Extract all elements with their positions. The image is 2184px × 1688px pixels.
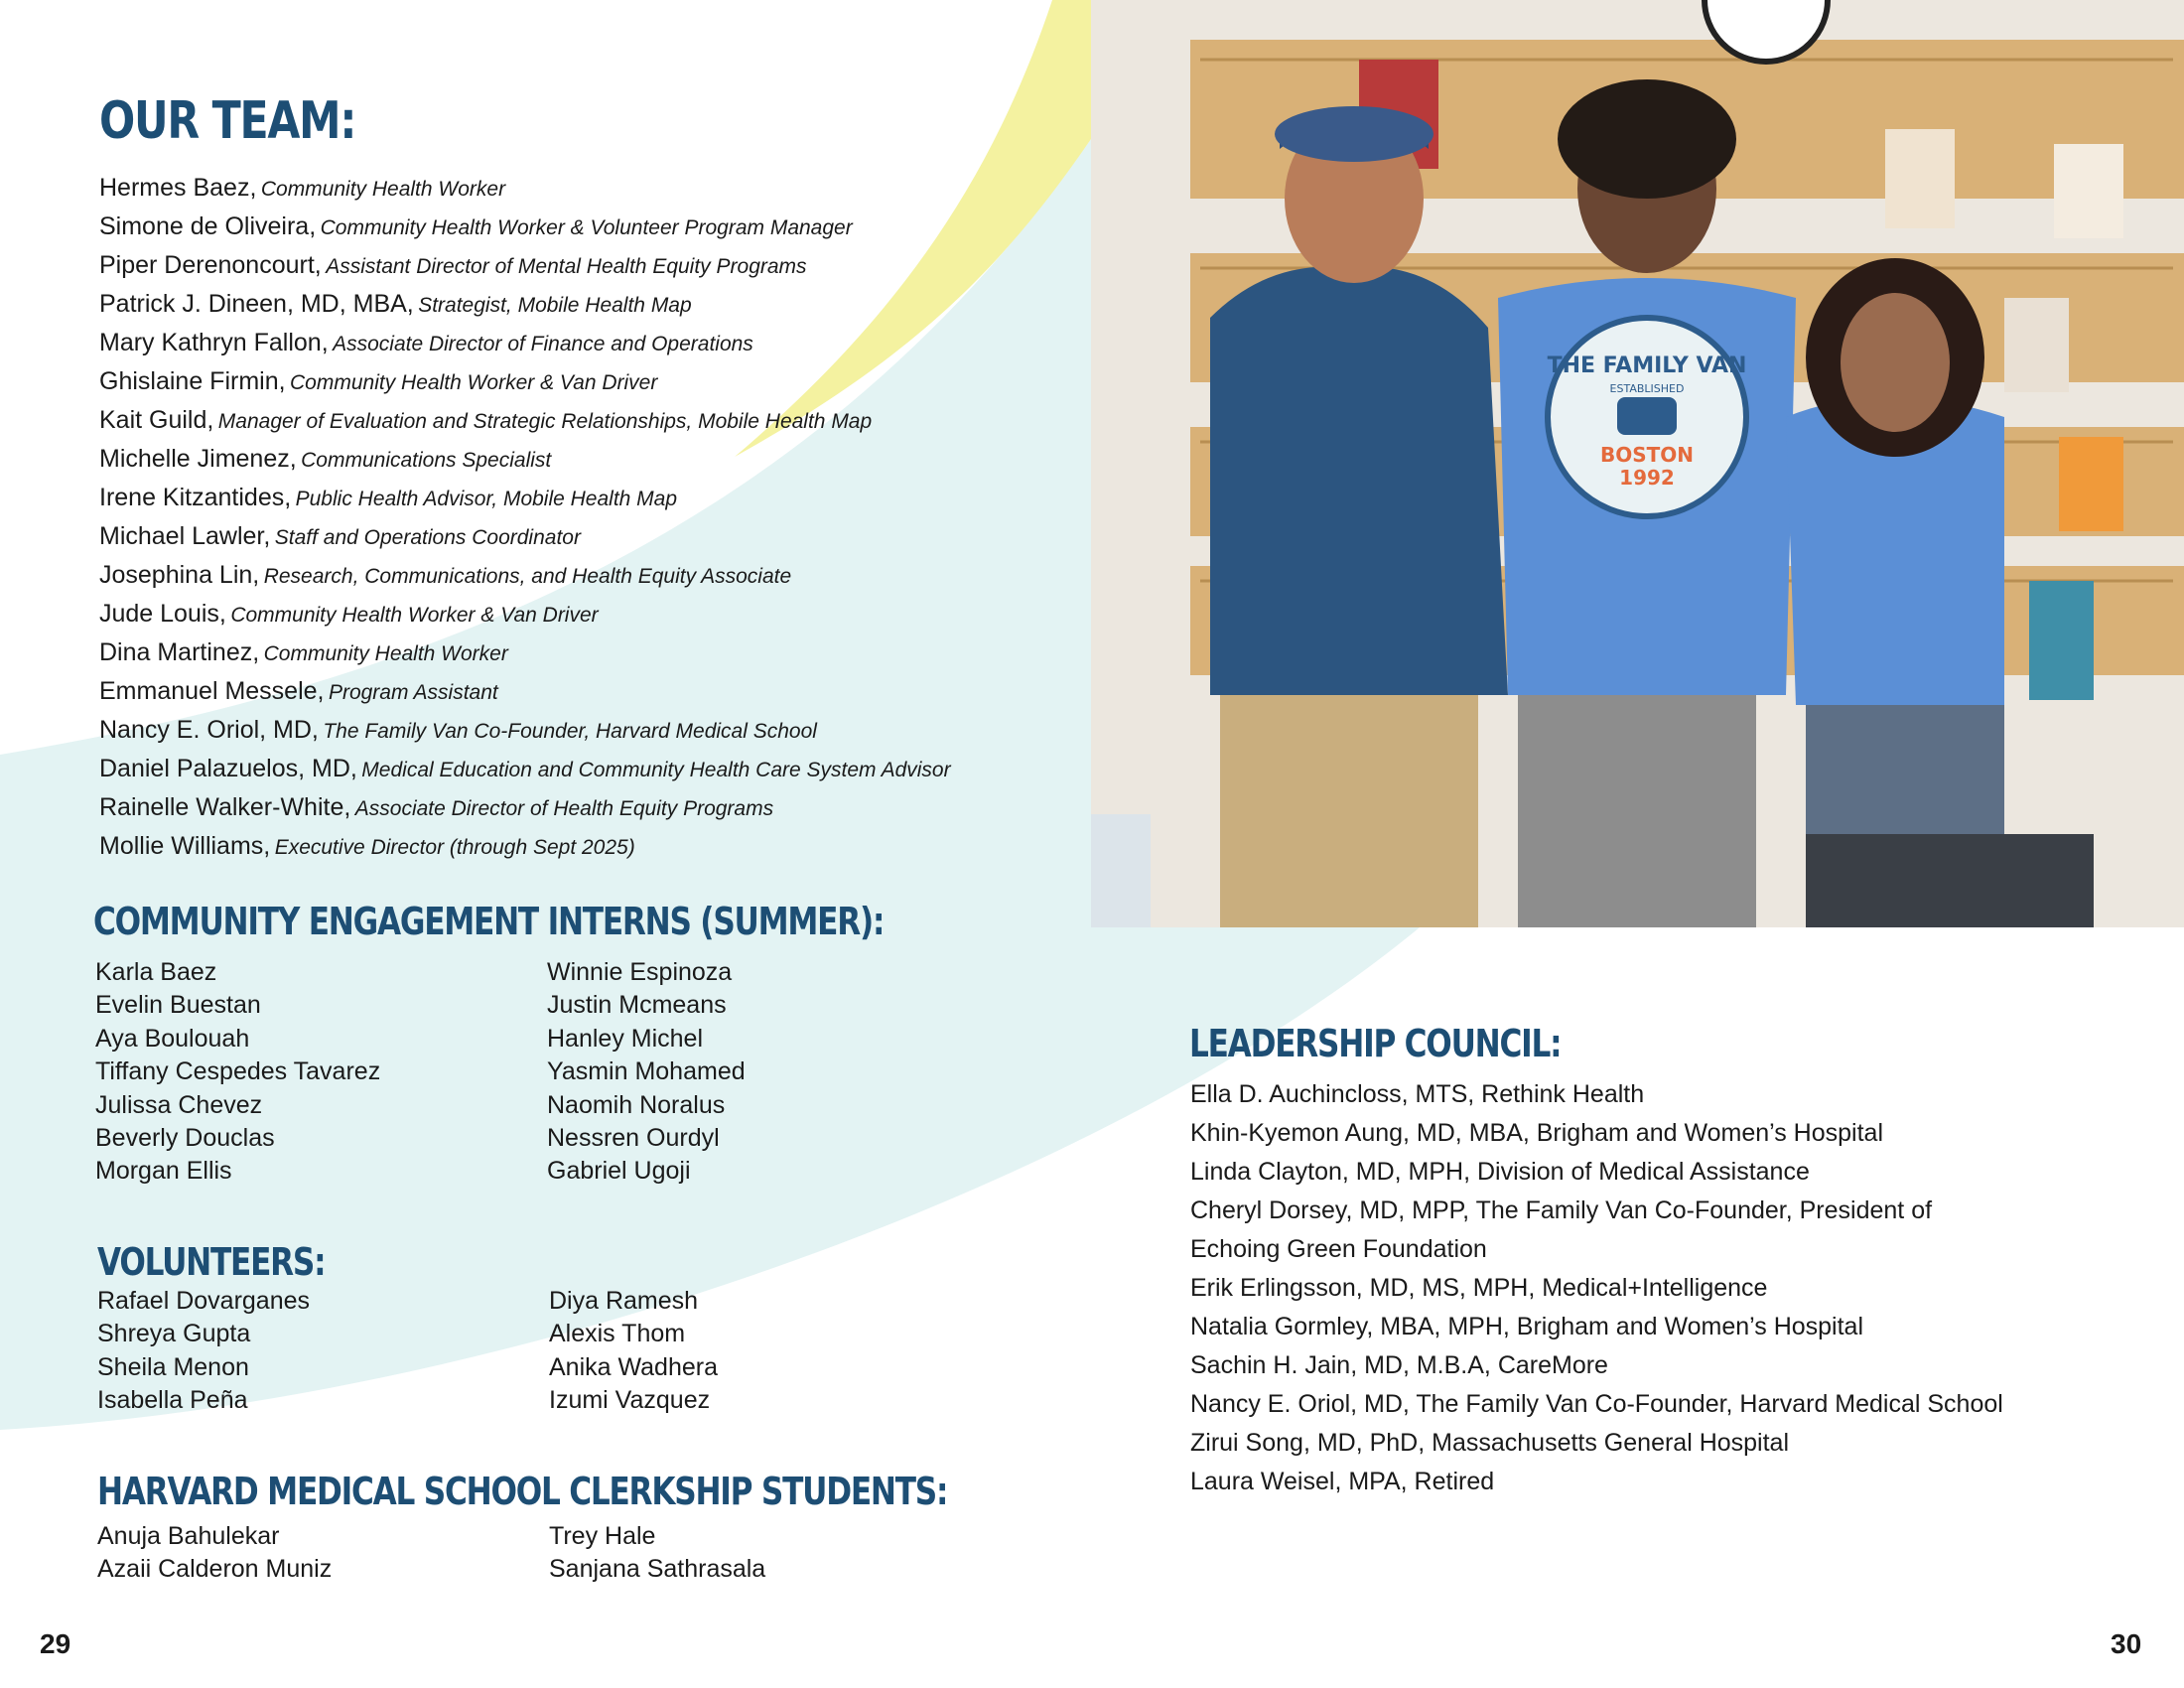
team-photo [1091,0,2184,927]
team-member [99,827,951,866]
intern-name: Tiffany Cespedes Tavarez [95,1057,381,1086]
van-icon [1617,397,1677,435]
council-list [1190,1075,2003,1501]
intern-name: Julissa Chevez [95,1090,263,1119]
volunteer-name: Rafael Dovarganes [97,1287,311,1315]
team-member [99,362,951,401]
intern-name: Morgan Ellis [95,1157,232,1186]
volunteer-name: Anika Wadhera [549,1352,718,1381]
team-member-name: Irene Kitzantides, [99,484,292,511]
page-number-right: 30 [2111,1628,2142,1659]
team-member-role: Community Health Worker [260,178,506,201]
team-member [99,750,951,788]
intern-name: Gabriel Ugoji [547,1157,691,1186]
team-member-role: Staff and Operations Coordinator [274,526,581,549]
team-heading: OUR TEAM: [99,91,356,151]
team-member-role: Associate Director of Finance and Operations [333,333,753,355]
shirt-text-city: BOSTON [1599,443,1695,467]
clerkship-column-1 [97,1520,332,1587]
team-member [99,633,951,672]
team-member-name: Mary Kathryn Fallon, [99,329,329,356]
team-member [99,672,951,711]
team-member-role: Associate Director of Health Equity Programs [354,797,774,820]
council-member: Cheryl Dorsey, MD, MPP, The Family Van Co-Founder, President of [1190,1196,1933,1224]
team-member-role: Public Health Advisor, Mobile Health Map [295,488,678,510]
team-member [99,169,951,208]
team-member-role: Communications Specialist [301,449,552,472]
volunteer-name: Isabella Peña [97,1386,248,1415]
team-member [99,556,951,595]
team-member [99,788,951,827]
shirt-text-year: 1992 [1619,466,1675,490]
team-member-name: Michelle Jimenez, [99,445,297,473]
team-member [99,440,951,479]
intern-name: Winnie Espinoza [547,958,733,986]
intern-name: Nessren Ourdyl [547,1123,720,1152]
team-member [99,324,951,362]
team-member [99,711,951,750]
team-member [99,285,951,324]
page-number-left: 29 [40,1628,71,1659]
team-member-role: Strategist, Mobile Health Map [418,294,692,317]
volunteer-name: Shreya Gupta [97,1320,251,1348]
volunteer-name: Alexis Thom [549,1320,686,1348]
team-member-name: Jude Louis, [99,600,226,628]
shirt-text-top: THE FAMILY VAN [1547,353,1747,378]
interns-heading: COMMUNITY ENGAGEMENT INTERNS (SUMMER): [93,900,885,943]
team-member-role: Program Assistant [328,681,498,704]
interns-column-1 [95,956,380,1189]
council-member: Natalia Gormley, MBA, MPH, Brigham and Women’s Hospital [1190,1313,1864,1340]
volunteer-name: Diya Ramesh [549,1287,699,1315]
team-member-role: Community Health Worker & Van Driver [230,604,599,627]
interns-column-2 [547,956,746,1189]
team-member [99,595,951,633]
intern-name: Naomih Noralus [547,1090,726,1119]
intern-name: Evelin Buestan [95,991,261,1020]
team-member-role: Community Health Worker [263,642,508,665]
team-member [99,208,951,246]
team-member-role: The Family Van Co-Founder, Harvard Medical School [323,720,817,743]
team-member [99,401,951,440]
clerkship-heading: HARVARD MEDICAL SCHOOL CLERKSHIP STUDENTS: [97,1470,948,1513]
council-member: Erik Erlingsson, MD, MS, MPH, Medical+Intelligence [1190,1274,1768,1302]
team-member-name: Emmanuel Messele, [99,677,325,705]
team-member-name: Kait Guild, [99,406,214,434]
volunteers-column-2 [549,1285,718,1418]
volunteer-name: Izumi Vazquez [549,1386,711,1415]
council-member: Khin-Kyemon Aung, MD, MBA, Brigham and Women’s Hospital [1190,1119,1883,1147]
clerkship-student-name: Sanjana Sathrasala [549,1555,766,1584]
council-heading: LEADERSHIP COUNCIL: [1189,1022,1562,1065]
team-list [99,169,951,866]
team-member [99,479,951,517]
team-member-name: Rainelle Walker-White, [99,793,351,821]
council-member: Echoing Green Foundation [1190,1235,1487,1263]
council-member: Sachin H. Jain, MD, M.B.A, CareMore [1190,1351,1608,1379]
team-member-name: Simone de Oliveira, [99,212,317,240]
team-member-name: Michael Lawler, [99,522,271,550]
team-photo-illustration [1091,0,2184,927]
team-member-role: Executive Director (through Sept 2025) [274,836,635,859]
team-member-role: Community Health Worker & Volunteer Program Manager [320,216,853,239]
intern-name: Justin Mcmeans [547,991,727,1020]
team-member-name: Hermes Baez, [99,174,257,202]
team-member-name: Nancy E. Oriol, MD, [99,716,319,744]
volunteers-heading: VOLUNTEERS: [97,1240,326,1284]
team-member [99,246,951,285]
clerkship-student-name: Anuja Bahulekar [97,1522,280,1550]
team-member-role: Community Health Worker & Van Driver [290,371,658,394]
clerkship-column-2 [549,1520,765,1587]
team-member-name: Josephina Lin, [99,561,260,589]
council-member: Zirui Song, MD, PhD, Massachusetts General Hospital [1190,1429,1790,1457]
volunteer-name: Sheila Menon [97,1352,249,1381]
volunteers-column-1 [97,1285,310,1418]
laptop-icon [1806,834,2094,927]
team-member-name: Piper Derenoncourt, [99,251,322,279]
intern-name: Beverly Douclas [95,1123,275,1152]
team-member-name: Mollie Williams, [99,832,271,860]
shirt-text-small: ESTABLISHED [1609,382,1685,395]
team-member-role: Assistant Director of Mental Health Equity Programs [326,255,807,278]
team-member-role: Research, Communications, and Health Equity Associate [263,565,792,588]
team-member-name: Patrick J. Dineen, MD, MBA, [99,290,414,318]
team-member-role: Medical Education and Community Health Care System Advisor [361,759,951,781]
team-member-name: Daniel Palazuelos, MD, [99,755,357,782]
council-member: Nancy E. Oriol, MD, The Family Van Co-Founder, Harvard Medical School [1190,1390,2003,1418]
intern-name: Hanley Michel [547,1024,704,1053]
team-member [99,517,951,556]
council-member: Linda Clayton, MD, MPH, Division of Medical Assistance [1190,1158,1810,1186]
council-member: Ella D. Auchincloss, MTS, Rethink Health [1190,1080,1645,1108]
person-right [1786,258,2004,927]
team-member-name: Ghislaine Firmin, [99,367,286,395]
council-member: Laura Weisel, MPA, Retired [1190,1468,1495,1495]
clerkship-student-name: Azaii Calderon Muniz [97,1555,333,1584]
intern-name: Karla Baez [95,958,217,986]
team-member-name: Dina Martinez, [99,638,260,666]
clerkship-student-name: Trey Hale [549,1522,656,1550]
intern-name: Aya Boulouah [95,1024,250,1053]
team-member-role: Manager of Evaluation and Strategic Relationships, Mobile Health Map [217,410,873,433]
intern-name: Yasmin Mohamed [547,1057,746,1086]
